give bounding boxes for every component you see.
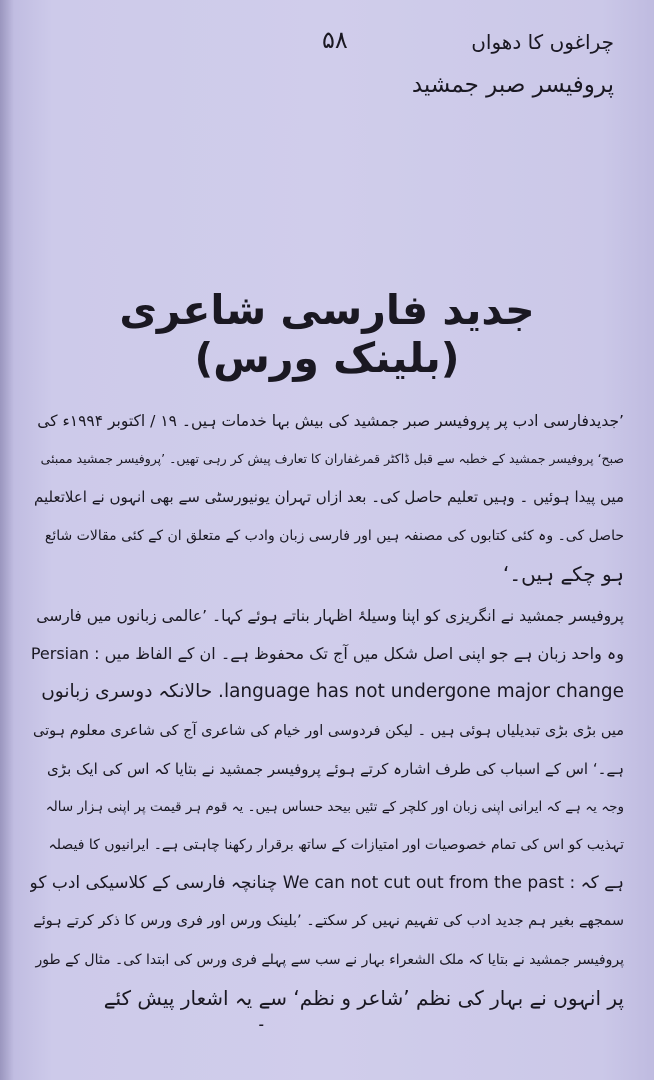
text-line: ’جدیدفارسی ادب پر پروفیسر صبر جمشید کی بیش بہا خدمات ہیں۔ ۱۹ / اکتوبر ۱۹۹۴ء کی: [37, 412, 624, 430]
text-line: صبح‘ پروفیسر جمشید کے خطبہ سے قبل ڈاکٹر قمرغفاران کا تعارف پیش کر رہی تھیں۔ ’پروفیسر جمشید ممبئی: [40, 451, 624, 467]
author-name: پروفیسر صبر جمشید: [411, 72, 614, 98]
body-text: [30, 402, 624, 1017]
text-line: language has not undergone major change. حالانکہ دوسری زبانوں: [41, 681, 624, 703]
running-title: چراغوں کا دھواں: [471, 30, 614, 54]
ornament-mark: ۔: [256, 1010, 267, 1031]
text-line: پروفیسر جمشید نے بتایا کہ ملک الشعراء بہار نے سب سے پہلے فری ورس کی ابتدا کی۔ مثال کے طور: [35, 951, 624, 968]
text-line: ہو چکے ہیں۔‘: [503, 561, 624, 586]
paragraph-2: [30, 597, 624, 1017]
paragraph-1: [30, 402, 624, 593]
page-number: ۵۸: [322, 26, 348, 54]
page-edge-shadow: [0, 0, 14, 1080]
text-line: وجہ یہ ہے کہ ایرانی اپنی زبان اور کلچر کے تئیں بیحد حساس ہیں۔ یہ قوم ہر قیمت پر اپنی ہزار سالہ: [45, 798, 624, 815]
chapter-title: جدید فارسی شاعری (بلینک ورس): [119, 286, 535, 382]
text-line: سمجھے بغیر ہم جدید ادب کی تفہیم نہیں کر سکتے۔ ’بلینک ورس اور فری ورس کا ذکر کرتے ہوئے: [33, 913, 624, 930]
text-line: پر انہوں نے بہار کی نظم ’شاعر و نظم‘ سے یہ اشعار پیش کئے: [103, 985, 624, 1010]
text-line: میں پیدا ہوئیں ۔ وہیں تعلیم حاصل کی۔ بعد ازاں تہران یونیورسٹی سے بھی انہوں نے اعلاتعلیم: [34, 488, 624, 507]
page-header: [40, 26, 614, 66]
text-line: وہ واحد زبان ہے جو اپنی اصل شکل میں آج تک محفوظ ہے۔ ان کے الفاظ میں : Persian: [30, 644, 624, 664]
text-line: میں بڑی بڑی تبدیلیاں ہوئی ہیں ۔ لیکن فردوسی اور خیام کی شاعری آج کی شاعری معلوم ہوتی: [33, 722, 624, 739]
text-line: ہے۔‘ اس کے اسباب کی طرف اشارہ کرتے ہوئے پروفیسر جمشید نے بتایا کہ اس کی ایک بڑی: [47, 759, 624, 778]
text-line: حاصل کی۔ وہ کئی کتابوں کی مصنفہ ہیں اور فارسی زبان وادب کے متعلق ان کے کئی مقالات شائع: [44, 527, 624, 544]
text-line: تہذیب کو اس کی تمام خصوصیات اور امتیازات کے ساتھ برقرار رکھنا چاہتی ہے۔ ایرانیوں کا فیصلہ: [48, 837, 624, 854]
text-line: پروفیسر جمشید نے انگریزی کو اپنا وسیلۂ اظہار بناتے ہوئے کہا۔ ’عالمی زبانوں میں فارسی: [36, 606, 624, 625]
text-line: ہے کہ : We can not cut out from the past چنانچہ فارسی کے کلاسیکی ادب کو: [30, 873, 624, 894]
